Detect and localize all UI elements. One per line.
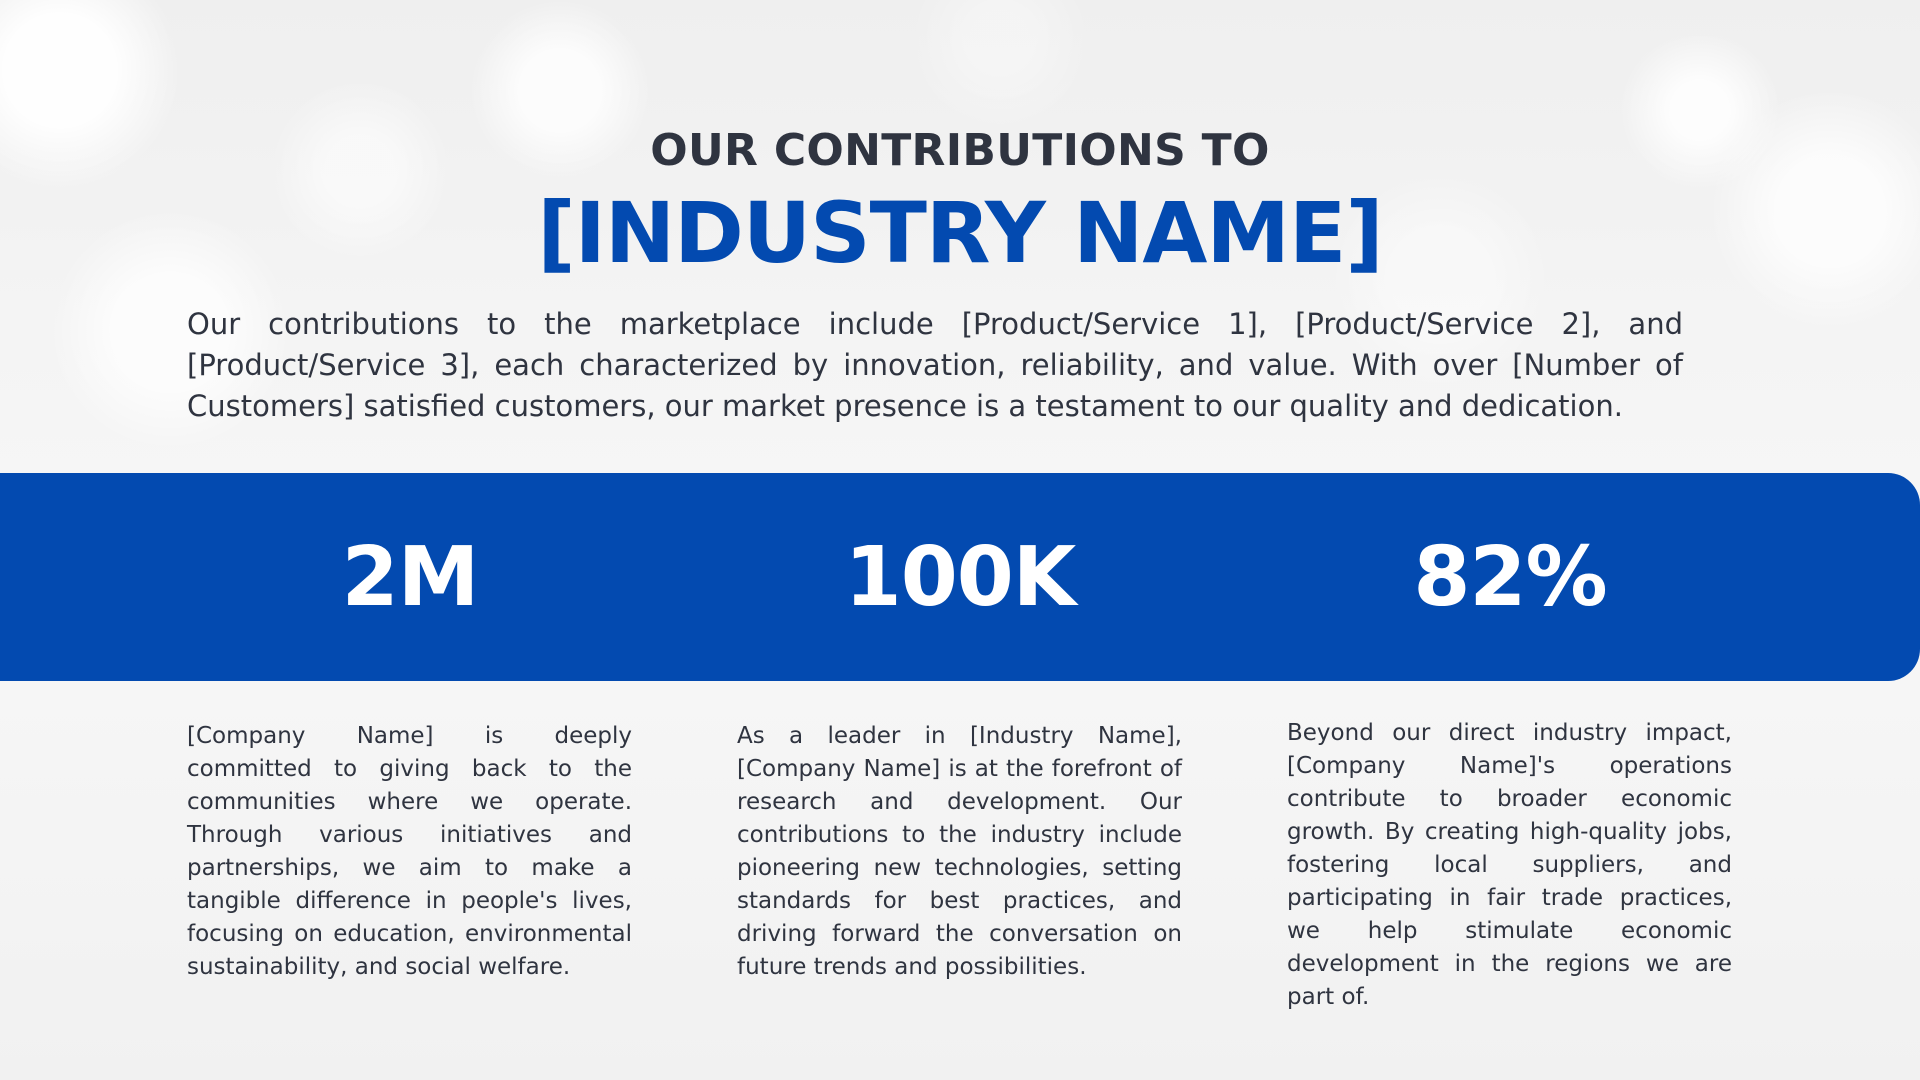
- stat-description-1: [Company Name] is deeply committed to giving back to the communities where we operate. Through various initiatives and partnerships, we aim to make a tangible difference in people's lives, focusing on education, environmental sustainability, and social welfare.: [187, 723, 632, 980]
- stat-description-2: As a leader in [Industry Name], [Company Name] is at the forefront of research and development. Our contributions to the industry include pioneering new technologies, setting standards for best practices, and driving forward the conversation on future trends and possibilities.: [737, 723, 1182, 980]
- stat-description-3: Beyond our direct industry impact, [Company Name]'s operations contribute to broader economic growth. By creating high-quality jobs, fostering local suppliers, and participating in fair trade practices, we help stimulate economic development in the regions we are part of.: [1287, 720, 1732, 1010]
- slide-title: [INDUSTRY NAME]: [537, 184, 1383, 282]
- stat-value-1: 2M: [341, 530, 479, 625]
- slide-header: [0, 125, 1920, 281]
- slide-subtitle: OUR CONTRIBUTIONS TO: [650, 125, 1270, 176]
- stat-value-2: 100K: [844, 530, 1076, 625]
- stat-value-3: 82%: [1413, 530, 1607, 625]
- intro-paragraph: Our contributions to the marketplace include [Product/Service 1], [Product/Service 2], and [Product/Service 3], each characterized by innovation, reliability, and value. With over [Number of Customers] satisfied customers, our market presence is a testament to our quality and dedication.: [187, 307, 1683, 423]
